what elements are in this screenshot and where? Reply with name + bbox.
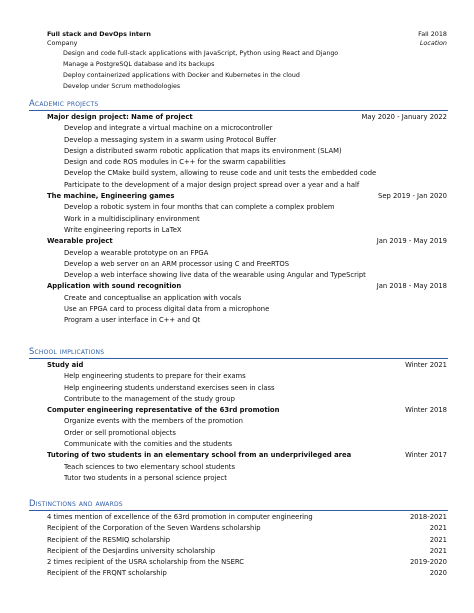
list-item: Program a user interface in C++ and Qt (64, 316, 201, 325)
job-date: Fall 2018 (418, 30, 447, 38)
entry-date: Winter 2017 (405, 451, 447, 460)
entry-bullets (47, 123, 447, 191)
list-item: Work in a multidisciplinary environment (64, 214, 200, 223)
list-item: Develop the CMake build system, allowing to reuse code and unit tests the embedded code (64, 169, 377, 178)
list-item: Develop a robotic system in four months that can complete a complex problem (64, 203, 335, 212)
list-item: Develop under Scrum methodologies (63, 82, 181, 90)
award-date: 2021 (429, 524, 447, 533)
list-item: Develop and integrate a virtual machine on a microcontroller (64, 124, 273, 133)
award-row (47, 512, 447, 523)
distinctions-list (47, 512, 447, 580)
list-item: Communicate with the comities and the students (64, 440, 233, 449)
entry-title: Tutoring of two students in an elementary school from an underprivileged area (47, 451, 352, 460)
list-item: Manage a PostgreSQL database and its backups (63, 61, 215, 69)
entry-header (47, 450, 447, 461)
award-date: 2020 (429, 569, 447, 578)
entry-title: Major design project: Name of project (47, 113, 193, 121)
academic-projects (47, 112, 447, 327)
entry-date: Sep 2019 - Jan 2020 (378, 192, 447, 201)
job-company: Company (47, 38, 78, 47)
list-item: Write engineering reports in LaTeX (64, 225, 182, 234)
entry-title: Computer engineering representative of the 63rd promotion (47, 406, 280, 415)
job-title: Full stack and DevOps intern (47, 30, 151, 38)
award-date: 2019-2020 (409, 558, 447, 567)
award-row (47, 546, 447, 557)
list-item: Develop a web server on an ARM processor using C and FreeRTOS (64, 259, 290, 268)
list-item: Participate to the development of a major design project spread over a year and a half (64, 180, 360, 189)
award-label: Recipient of the RESMIQ scholarship (47, 535, 171, 544)
entry-date: Winter 2021 (405, 361, 447, 369)
entry-bullets (47, 462, 447, 485)
award-row (47, 523, 447, 534)
award-label: 4 times mention of excellence of the 63rd promotion in computer engineering (47, 513, 313, 521)
entry-bullets (47, 293, 447, 327)
entry-title: Wearable project (47, 237, 113, 246)
list-item: Develop a web interface showing live data of the wearable using Angular and TypeScript (64, 271, 366, 280)
award-row (47, 568, 447, 579)
award-row (47, 557, 447, 568)
entry-date: Winter 2018 (405, 406, 447, 415)
entry-header (47, 236, 447, 247)
entry-title: Application with sound recognition (47, 282, 182, 291)
list-item: Teach sciences to two elementary school students (64, 462, 235, 471)
list-item: Design a distributed swarm robotic application that maps its environment (SLAM) (64, 146, 342, 155)
entry-bullets (47, 416, 447, 450)
entry-title: The machine, Engineering games (47, 192, 175, 201)
school-implications (47, 360, 447, 484)
entry-header (47, 360, 447, 371)
list-item: Organize events with the members of the promotion (64, 417, 243, 426)
award-label: Recipient of the Desjardins university scholarship (47, 546, 216, 555)
entry-header (47, 191, 447, 202)
list-item: Order or sell promotional objects (64, 428, 176, 437)
entry-bullets (47, 248, 447, 282)
section-heading-school: School implications (29, 346, 448, 359)
award-date: 2021 (429, 546, 447, 555)
award-date: 2018-2021 (409, 513, 447, 521)
top-job-subheader (47, 39, 447, 48)
entry-header (47, 405, 447, 416)
top-job (47, 30, 447, 93)
section-heading-academic: Academic projects (29, 98, 448, 111)
award-row (47, 535, 447, 546)
list-item: Design and code ROS modules in C++ for the swarm capabilities (64, 158, 286, 167)
award-date: 2021 (429, 535, 447, 544)
list-item: Create and conceptualise an application with vocals (64, 293, 242, 302)
award-label: Recipient of the FRQNT scholarship (47, 569, 167, 578)
entry-bullets (47, 202, 447, 236)
list-item: Tutor two students in a personal science project (64, 473, 227, 482)
award-label: Recipient of the Corporation of the Seven Wardens scholarship (47, 524, 261, 533)
list-item: Design and code full-stack applications with JavaScript, Python using React and Django (63, 50, 339, 58)
entry-date: May 2020 - January 2022 (361, 113, 447, 121)
entry-title: Study aid (47, 361, 84, 369)
list-item: Contribute to the management of the study group (64, 394, 235, 403)
list-item: Develop a messaging system in a swarm using Protocol Buffer (64, 135, 277, 144)
top-job-header (47, 30, 447, 39)
entry-date: Jan 2018 - May 2018 (376, 282, 447, 291)
entry-header (47, 112, 447, 123)
entry-header (47, 281, 447, 292)
award-label: 2 times recipient of the USRA scholarship from the NSERC (47, 558, 245, 567)
list-item: Deploy containerized applications with Docker and Kubernetes in the cloud (63, 72, 300, 79)
section-heading-distinctions: Distinctions and awards (29, 498, 448, 511)
job-bullets (63, 49, 447, 93)
entry-date: Jan 2019 - May 2019 (376, 237, 447, 246)
list-item: Help engineering students understand exercises seen in class (64, 383, 275, 392)
list-item: Help engineering students to prepare for their exams (64, 372, 246, 381)
list-item: Develop a wearable prototype on an FPGA (64, 248, 209, 257)
job-location: Location (419, 38, 447, 47)
entry-bullets (47, 371, 447, 405)
list-item: Use an FPGA card to process digital data from a microphone (64, 305, 270, 314)
